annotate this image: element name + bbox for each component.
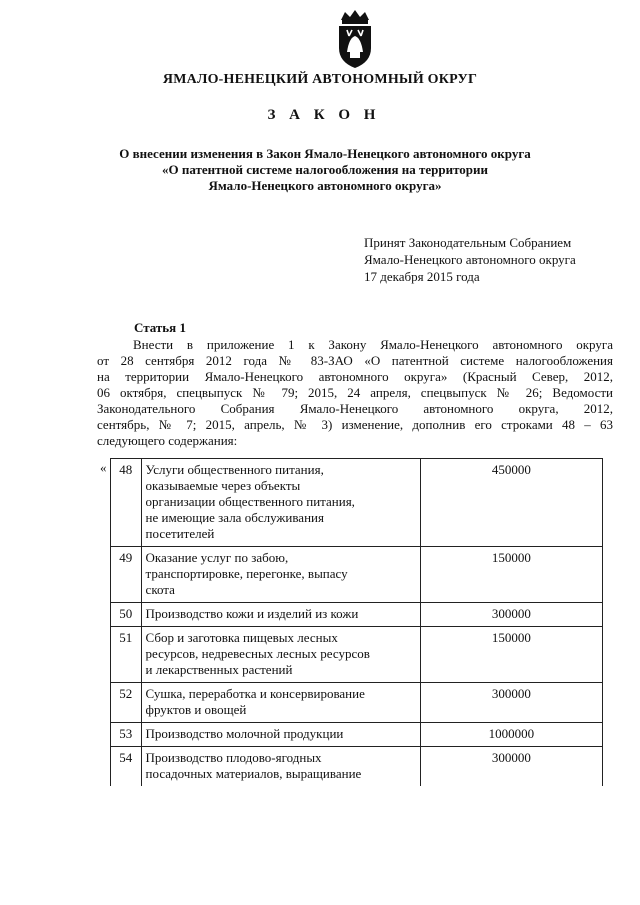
adoption-note: [364, 234, 576, 285]
desc-line: Производство плодово-ягодных: [145, 750, 322, 765]
table-row: [111, 683, 603, 723]
row-description: [141, 627, 420, 683]
row-number: 52: [111, 683, 142, 723]
row-number: 48: [111, 459, 142, 547]
coat-of-arms-icon: [335, 8, 375, 70]
desc-line: организации общественного питания,: [145, 494, 355, 509]
desc-line: оказываемые через объекты: [145, 478, 301, 493]
article-line: на территории Ямало-Ненецкого автономного округа» (Красный Север, 2012,: [97, 369, 613, 384]
table-row: [111, 723, 603, 747]
row-number: 54: [111, 747, 142, 787]
desc-line: транспортировке, перегонке, выпасу: [145, 566, 348, 581]
row-description: [141, 603, 420, 627]
article-heading: Статья 1: [134, 320, 186, 335]
row-description: [141, 723, 420, 747]
table-row: [111, 627, 603, 683]
desc-line: Производство кожи и изделий из кожи: [145, 606, 359, 621]
adoption-line: Принят Законодательным Собранием: [364, 235, 572, 250]
desc-line: Сбор и заготовка пищевых лесных: [145, 630, 338, 645]
activity-table: [110, 458, 603, 786]
desc-line: посадочных материалов, выращивание: [145, 766, 362, 781]
document-type: З А К О Н: [267, 107, 381, 123]
desc-line: ресурсов, недревесных лесных ресурсов: [145, 646, 370, 661]
row-number: 53: [111, 723, 142, 747]
article-line: следующего содержания:: [97, 433, 238, 448]
row-number: 50: [111, 603, 142, 627]
subject-line: О внесении изменения в Закон Ямало-Ненецкого автономного округа: [119, 146, 531, 161]
row-amount: 300000: [420, 603, 602, 627]
adoption-line: Ямало-Ненецкого автономного округа: [364, 252, 576, 267]
row-amount: 150000: [420, 547, 602, 603]
desc-line: Услуги общественного питания,: [145, 462, 324, 477]
row-amount: 150000: [420, 627, 602, 683]
article-line: 06 октября, спецвыпуск № 79; 2015, 24 апреля, спецвыпуск № 26; Ведомости: [97, 385, 613, 400]
desc-line: фруктов и овощей: [145, 702, 247, 717]
subject-line: «О патентной системе налогообложения на территории: [161, 162, 489, 177]
desc-line: Производство молочной продукции: [145, 726, 344, 741]
opening-quote: «: [100, 460, 107, 475]
desc-line: Оказание услуг по забою,: [145, 550, 289, 565]
row-number: 49: [111, 547, 142, 603]
desc-line: и лекарственных растений: [145, 662, 293, 677]
adoption-date: 17 декабря 2015 года: [364, 269, 480, 284]
row-description: [141, 547, 420, 603]
table-row: [111, 603, 603, 627]
row-amount: 450000: [420, 459, 602, 547]
desc-line: посетителей: [145, 526, 215, 541]
row-amount: 300000: [420, 747, 602, 787]
region-title: ЯМАЛО-НЕНЕЦКИЙ АВТОНОМНЫЙ ОКРУГ: [162, 72, 478, 87]
row-number: 51: [111, 627, 142, 683]
article-line: Внести в приложение 1 к Закону Ямало-Ненецкого автономного округа: [133, 337, 613, 352]
table-row: [111, 747, 603, 787]
article-line: от 28 сентября 2012 года № 83-ЗАО «О патентной системе налогообложения: [97, 353, 613, 368]
desc-line: не имеющие зала обслуживания: [145, 510, 324, 525]
row-amount: 1000000: [420, 723, 602, 747]
table-row: [111, 547, 603, 603]
row-description: [141, 683, 420, 723]
article-line: Законодательного Собрания Ямало-Ненецкого автономного округа, 2012,: [97, 401, 613, 416]
desc-line: Сушка, переработка и консервирование: [145, 686, 365, 701]
row-amount: 300000: [420, 683, 602, 723]
desc-line: скота: [145, 582, 175, 597]
row-description: [141, 747, 420, 787]
law-subject: [0, 146, 640, 194]
row-description: [141, 459, 420, 547]
article-line: сентябрь, № 7; 2015, апрель, № 3) изменение, дополнив его строками 48 – 63: [97, 417, 613, 432]
table-row: [111, 459, 603, 547]
article-body: [97, 337, 613, 449]
subject-line: Ямало-Ненецкого автономного округа»: [208, 178, 442, 193]
